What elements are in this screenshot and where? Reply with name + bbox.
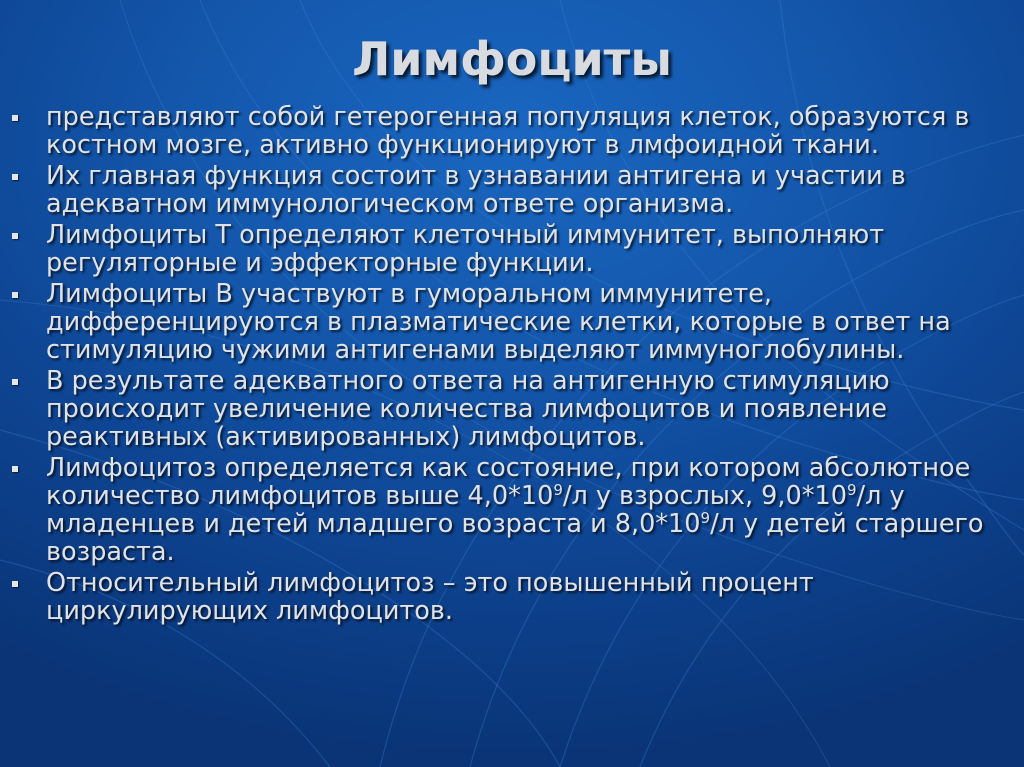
bullet-square-icon bbox=[12, 233, 18, 239]
text-run: Лимфоцитоз определяется как состояние, при котором абсолютное количество лимфоцитов выше 4,0*10 bbox=[46, 453, 971, 511]
bullet-item bbox=[8, 569, 1008, 625]
bullet-text: Их главная функция состоит в узнавании антигена и участии в адекватном иммунологическом ответе организма. bbox=[46, 161, 906, 219]
text-run: /л у детей старшего возраста. bbox=[46, 509, 984, 567]
text-run: /л у взрослых, 9,0*10 bbox=[562, 481, 847, 511]
bullet-item bbox=[8, 454, 1008, 566]
superscript: 9 bbox=[700, 509, 711, 527]
bullet-square-icon bbox=[12, 174, 18, 180]
bullet-square-icon bbox=[12, 115, 18, 121]
bullet-item bbox=[8, 162, 1008, 218]
bullet-square-icon bbox=[12, 292, 18, 298]
slide-title: Лимфоциты bbox=[352, 32, 672, 86]
text-run: /л у младенцев и детей младшего возраста и 8,0*10 bbox=[46, 481, 905, 539]
bullet-square-icon bbox=[12, 466, 18, 472]
bullet-text: Лимфоциты Т определяют клеточный иммунитет, выполняют регуляторные и эффекторные функции. bbox=[46, 220, 885, 278]
superscript: 9 bbox=[553, 481, 563, 499]
bullet-square-icon bbox=[12, 581, 18, 587]
bullet-item bbox=[8, 367, 1008, 451]
bullet-text bbox=[46, 453, 984, 567]
superscript: 9 bbox=[846, 481, 857, 499]
bullet-text: Лимфоциты В участвуют в гуморальном иммунитете, дифференцируются в плазматические клетки, которые в ответ на стимуляцию чужими антигенами выделяют иммуноглобулины. bbox=[46, 279, 951, 365]
bullet-square-icon bbox=[12, 379, 18, 385]
bullet-item bbox=[8, 103, 1008, 159]
bullet-item bbox=[8, 280, 1008, 364]
bullet-text: Относительный лимфоцитоз – это повышенный процент циркулирующих лимфоцитов. bbox=[46, 568, 814, 626]
bullet-item bbox=[8, 221, 1008, 277]
bullet-list bbox=[8, 103, 1008, 628]
bullet-text: представляют собой гетерогенная популяция клеток, образуются в костном мозге, активно функционируют в лмфоидной ткани. bbox=[46, 102, 970, 160]
bullet-text: В результате адекватного ответа на антигенную стимуляцию происходит увеличение количества лимфоцитов и появление реактивных (активированных) лимфоцитов. bbox=[46, 366, 890, 452]
